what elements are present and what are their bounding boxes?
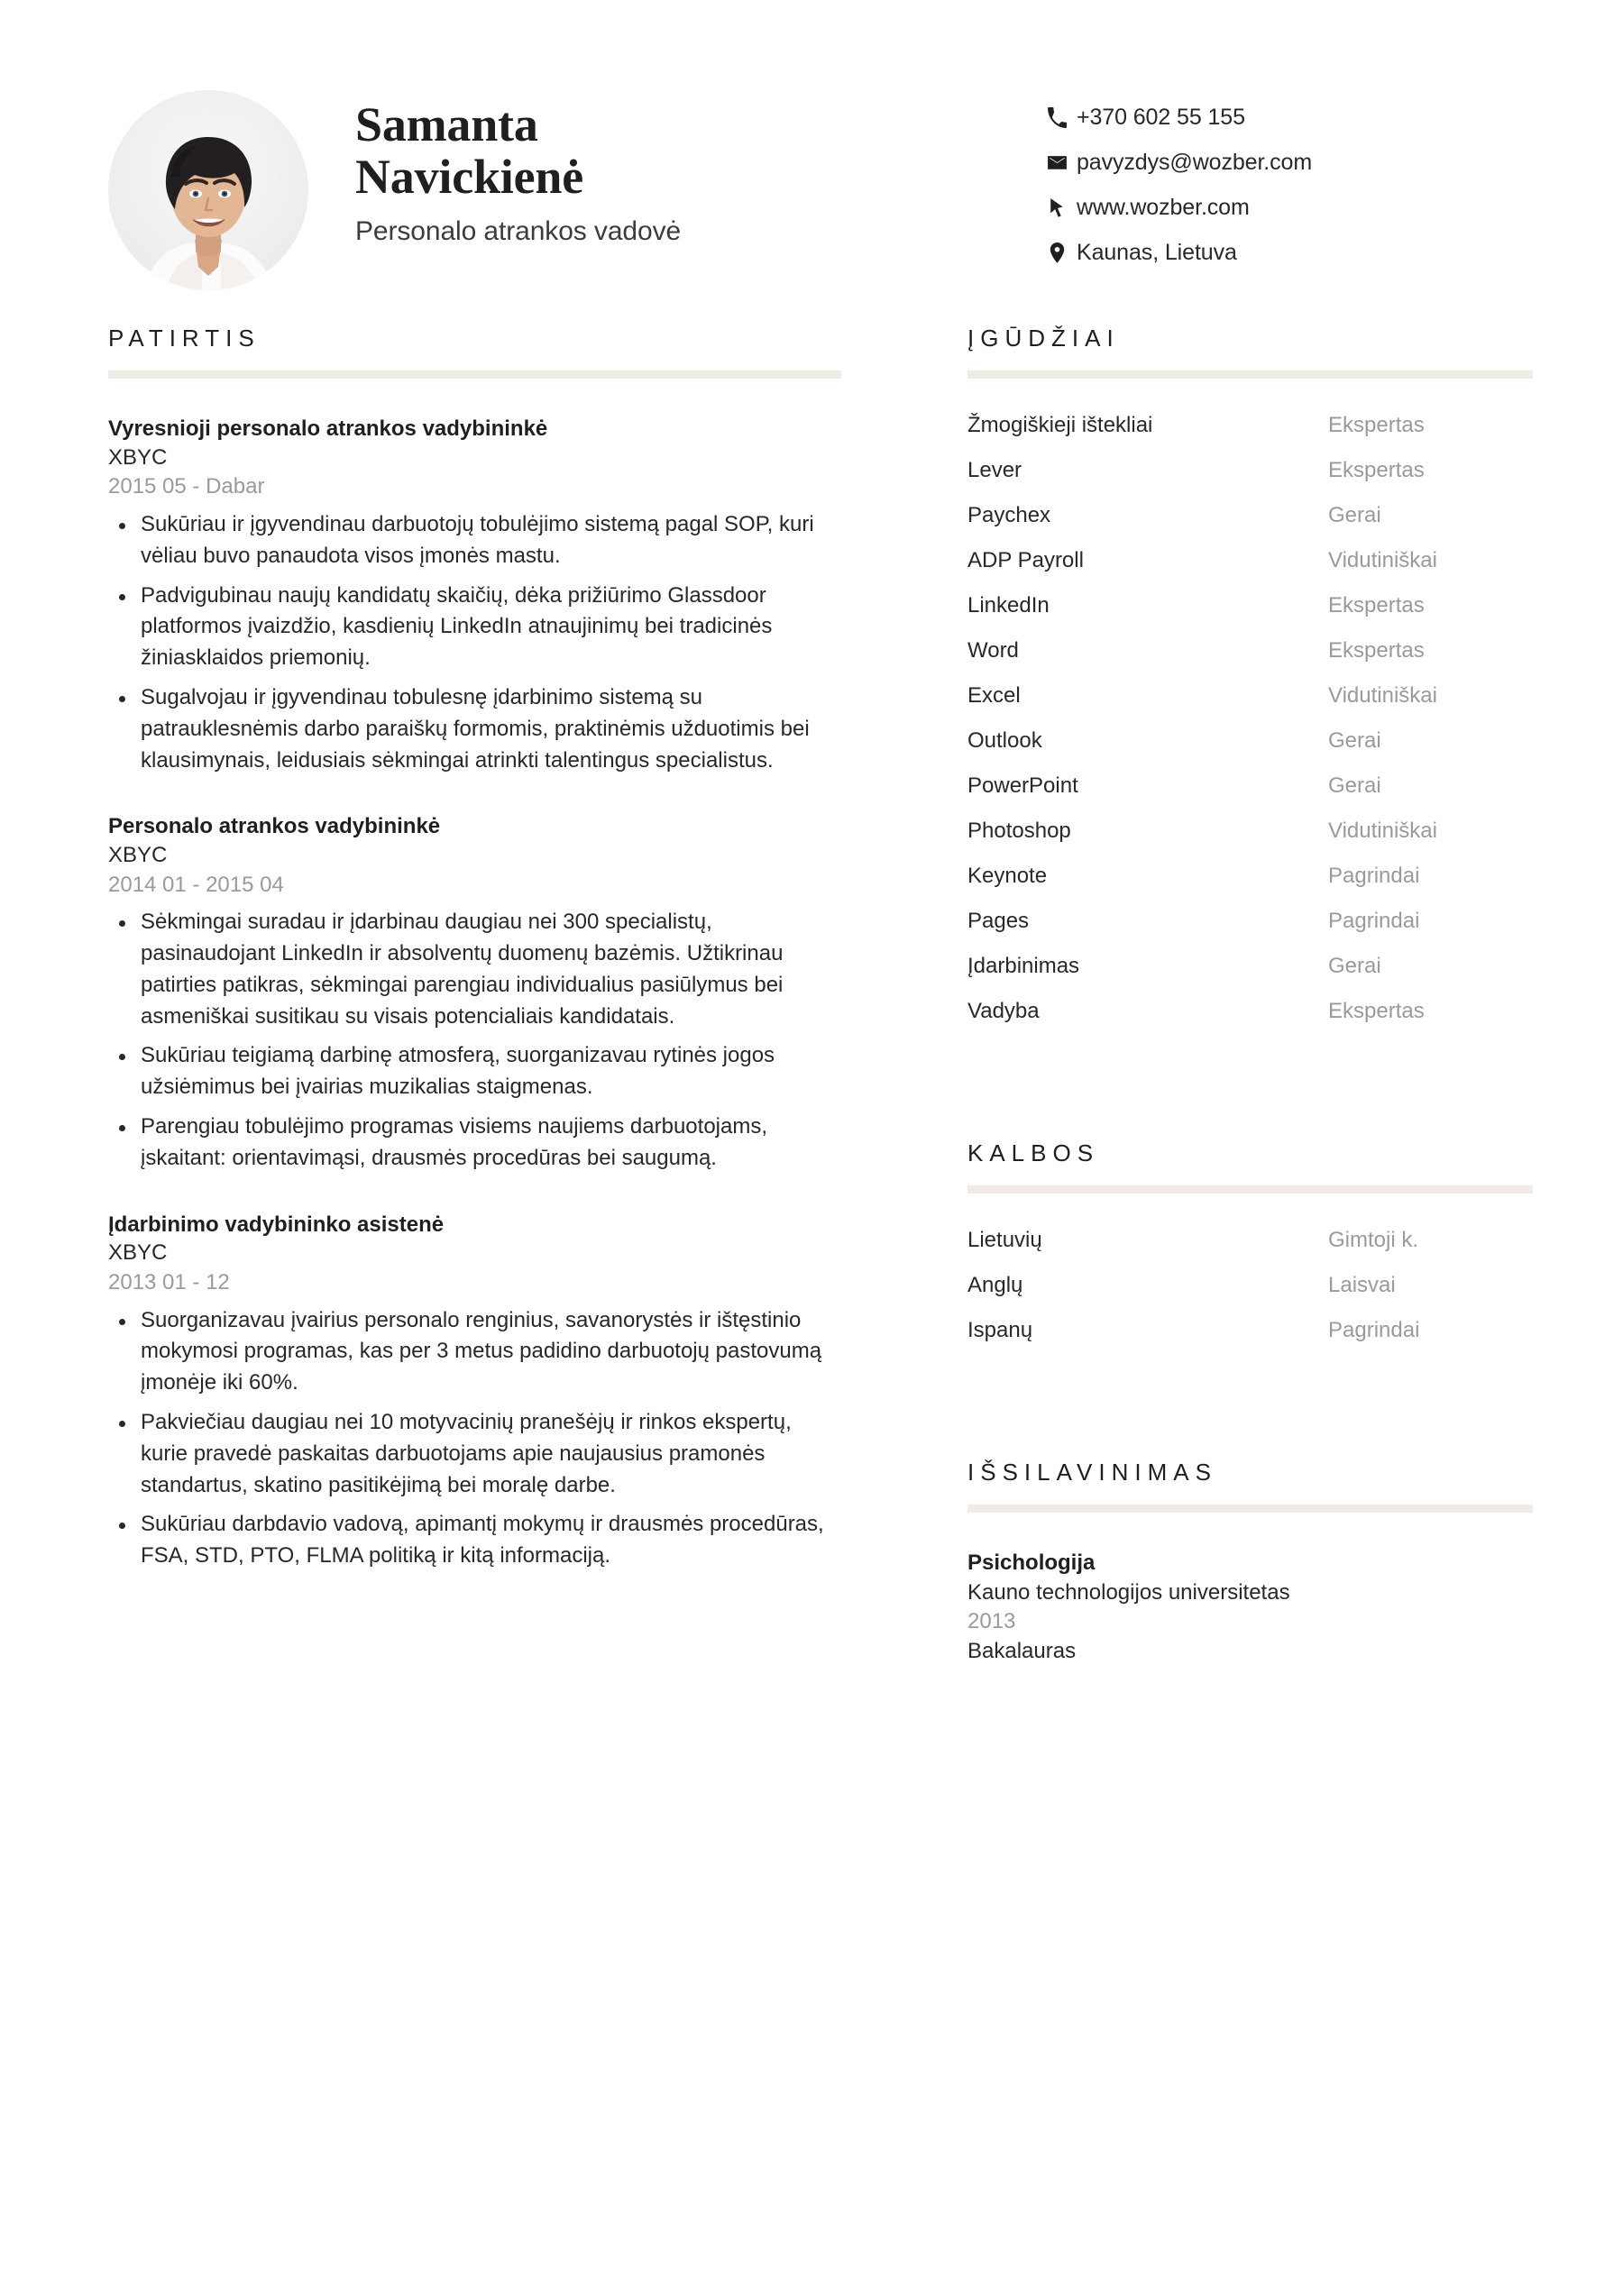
left-column [108, 325, 841, 1572]
phone-icon [1046, 106, 1077, 129]
experience-rule [108, 370, 841, 379]
resume-body [0, 325, 1623, 1667]
skills-heading: ĮGŪDŽIAI [967, 325, 1120, 352]
languages-rule [967, 1185, 1533, 1194]
skill-level: Ekspertas [1328, 413, 1425, 437]
skill-row [967, 864, 1533, 889]
language-row [967, 1318, 1533, 1343]
skill-level: Pagrindai [1328, 864, 1420, 888]
skill-name: Žmogiškieji ištekliai [967, 413, 1153, 437]
skill-row [967, 999, 1533, 1024]
contact-list [1046, 90, 1515, 267]
language-name: Ispanų [967, 1318, 1033, 1342]
skill-row [967, 728, 1533, 754]
last-name: Navickienė [355, 149, 583, 204]
skill-level: Vidutiniškai [1328, 548, 1437, 572]
education-section [967, 1459, 1533, 1667]
skill-name: ADP Payroll [967, 548, 1084, 572]
language-row [967, 1273, 1533, 1298]
experience-heading: PATIRTIS [108, 325, 261, 352]
language-level: Laisvai [1328, 1273, 1396, 1297]
resume-header [0, 0, 1623, 325]
skill-row [967, 819, 1533, 844]
skill-row [967, 548, 1533, 573]
skill-name: Excel [967, 683, 1021, 708]
bullet-item: Pakviečiau daugiau nei 10 motyvacinių pranešėjų ir rinkos ekspertų, kurie pravedė paskaitas darbuotojams apie naujausius pramonės standartus, skatino pasitikėjimą bei moralę darbe. [108, 1407, 841, 1501]
skills-section [967, 325, 1533, 1024]
skill-level: Gerai [1328, 728, 1381, 753]
identity-block [355, 90, 860, 247]
experience-bullets [108, 907, 841, 1174]
avatar [108, 90, 308, 290]
experience-company: XBYC [108, 444, 168, 470]
experience-section [108, 325, 841, 1572]
skill-name: Photoshop [967, 819, 1071, 843]
section-spacer [967, 1343, 1533, 1459]
skill-level: Ekspertas [1328, 458, 1425, 482]
language-level: Pagrindai [1328, 1318, 1420, 1342]
skill-name: Vadyba [967, 999, 1040, 1023]
bullet-item: Sugalvojau ir įgyvendinau tobulesnę įdarbinimo sistemą su patrauklesnėmis darbo paraiškų formomis, praktinėmis užduotimis bei klausimynais, leidusiais sėkmingai atrinkti talentingus specialistus. [108, 682, 841, 776]
experience-company: XBYC [108, 842, 168, 867]
languages-section [967, 1139, 1533, 1343]
experience-bullets [108, 1305, 841, 1572]
skill-row [967, 909, 1533, 934]
experience-role: Vyresnioji personalo atrankos vadybininkė [108, 416, 548, 441]
languages-heading: KALBOS [967, 1139, 1100, 1166]
skill-level: Ekspertas [1328, 593, 1425, 617]
bullet-item: Suorganizavau įvairius personalo renginius, savanorystės ir ištęstinio mokymosi programas, kas per 3 metus padidino darbuotojų pastovumą įmonėje iki 60%. [108, 1305, 841, 1399]
contact-phone[interactable] [1046, 103, 1515, 132]
experience-dates: 2015 05 - Dabar [108, 474, 265, 499]
phone-text: +370 602 55 155 [1077, 104, 1245, 130]
skill-name: Pages [967, 909, 1030, 933]
education-heading: IŠSILAVINIMAS [967, 1459, 1217, 1486]
skill-name: PowerPoint [967, 773, 1078, 798]
skill-level: Pagrindai [1328, 909, 1420, 933]
skill-level: Gerai [1328, 954, 1381, 978]
experience-dates: 2014 01 - 2015 04 [108, 872, 284, 897]
right-column [967, 325, 1533, 1667]
skill-level: Vidutiniškai [1328, 683, 1437, 708]
language-row [967, 1228, 1533, 1253]
contact-email[interactable] [1046, 148, 1515, 177]
skill-name: Lever [967, 458, 1022, 482]
skill-level: Gerai [1328, 773, 1381, 798]
language-level: Gimtoji k. [1328, 1228, 1419, 1252]
contact-website[interactable] [1046, 193, 1515, 222]
education-degree: Psichologija [967, 1550, 1096, 1575]
section-spacer [967, 1024, 1533, 1139]
first-name: Samanta [355, 97, 538, 151]
language-name: Lietuvių [967, 1228, 1042, 1252]
education-year: 2013 [967, 1609, 1016, 1634]
education-item [967, 1549, 1533, 1667]
skill-level: Ekspertas [1328, 999, 1425, 1023]
experience-item [108, 415, 841, 776]
skill-name: Outlook [967, 728, 1042, 753]
skill-name: Word [967, 638, 1019, 663]
education-list [967, 1513, 1533, 1667]
skill-row [967, 503, 1533, 528]
experience-item [108, 812, 841, 1174]
skill-row [967, 638, 1533, 663]
experience-list [108, 379, 841, 1572]
experience-role: Įdarbinimo vadybininko asistenė [108, 1212, 445, 1237]
skill-name: Paychex [967, 503, 1051, 527]
bullet-item: Parengiau tobulėjimo programas visiems naujiems darbuotojams, įskaitant: orientavimąsi, drausmės procedūras bei saugumą. [108, 1111, 841, 1175]
contact-location [1046, 238, 1515, 267]
skill-level: Vidutiniškai [1328, 819, 1437, 843]
education-school: Kauno technologijos universitetas [967, 1579, 1290, 1605]
skill-name: LinkedIn [967, 593, 1050, 617]
website-text: www.wozber.com [1077, 194, 1250, 220]
skill-level: Ekspertas [1328, 638, 1425, 663]
bullet-item: Sėkmingai suradau ir įdarbinau daugiau nei 300 specialistų, pasinaudojant LinkedIn ir absolventų duomenų bazėmis. Užtikrinau patirties patikras, sėkmingai parengiau individualius pasiūlymus bei asmeniškai susitikau su visais potencialiais kandidatais. [108, 907, 841, 1032]
location-text: Kaunas, Lietuva [1077, 239, 1237, 265]
experience-bullets [108, 509, 841, 776]
experience-item [108, 1211, 841, 1572]
bullet-item: Sukūriau darbdavio vadovą, apimantį mokymų ir drausmės procedūras, FSA, STD, PTO, FLMA politiką ir kitą informaciją. [108, 1509, 841, 1572]
skill-name: Įdarbinimas [967, 954, 1080, 978]
education-rule [967, 1505, 1533, 1513]
languages-list [967, 1194, 1533, 1343]
bullet-item: Sukūriau ir įgyvendinau darbuotojų tobulėjimo sistemą pagal SOP, kuri vėliau buvo panaudota visos įmonės mastu. [108, 509, 841, 572]
language-name: Anglų [967, 1273, 1023, 1297]
page-title [355, 99, 860, 204]
cursor-arrow-icon [1046, 197, 1077, 219]
skill-row [967, 413, 1533, 438]
job-title: Personalo atrankos vadovė [355, 215, 682, 246]
experience-company: XBYC [108, 1240, 168, 1266]
bullet-item: Sukūriau teigiamą darbinę atmosferą, suorganizavau rytinės jogos užsiėmimus bei įvairias muzikalias staigmenas. [108, 1040, 841, 1103]
skill-level: Gerai [1328, 503, 1381, 527]
skill-name: Keynote [967, 864, 1048, 888]
skill-row [967, 954, 1533, 979]
location-pin-icon [1046, 242, 1077, 264]
experience-dates: 2013 01 - 12 [108, 1269, 230, 1294]
skills-rule [967, 370, 1533, 379]
skill-row [967, 593, 1533, 618]
skills-list [967, 379, 1533, 1024]
education-level: Bakalauras [967, 1638, 1077, 1663]
envelope-icon [1046, 151, 1077, 174]
skill-row [967, 683, 1533, 709]
skill-row [967, 458, 1533, 483]
email-text: pavyzdys@wozber.com [1077, 149, 1313, 175]
experience-role: Personalo atrankos vadybininkė [108, 814, 441, 839]
skill-row [967, 773, 1533, 799]
bullet-item: Padvigubinau naujų kandidatų skaičių, dėka prižiūrimo Glassdoor platformos įvaizdžio, kasdienių LinkedIn atnaujinimų bei tradicinės žiniasklaidos priemonių. [108, 581, 841, 674]
